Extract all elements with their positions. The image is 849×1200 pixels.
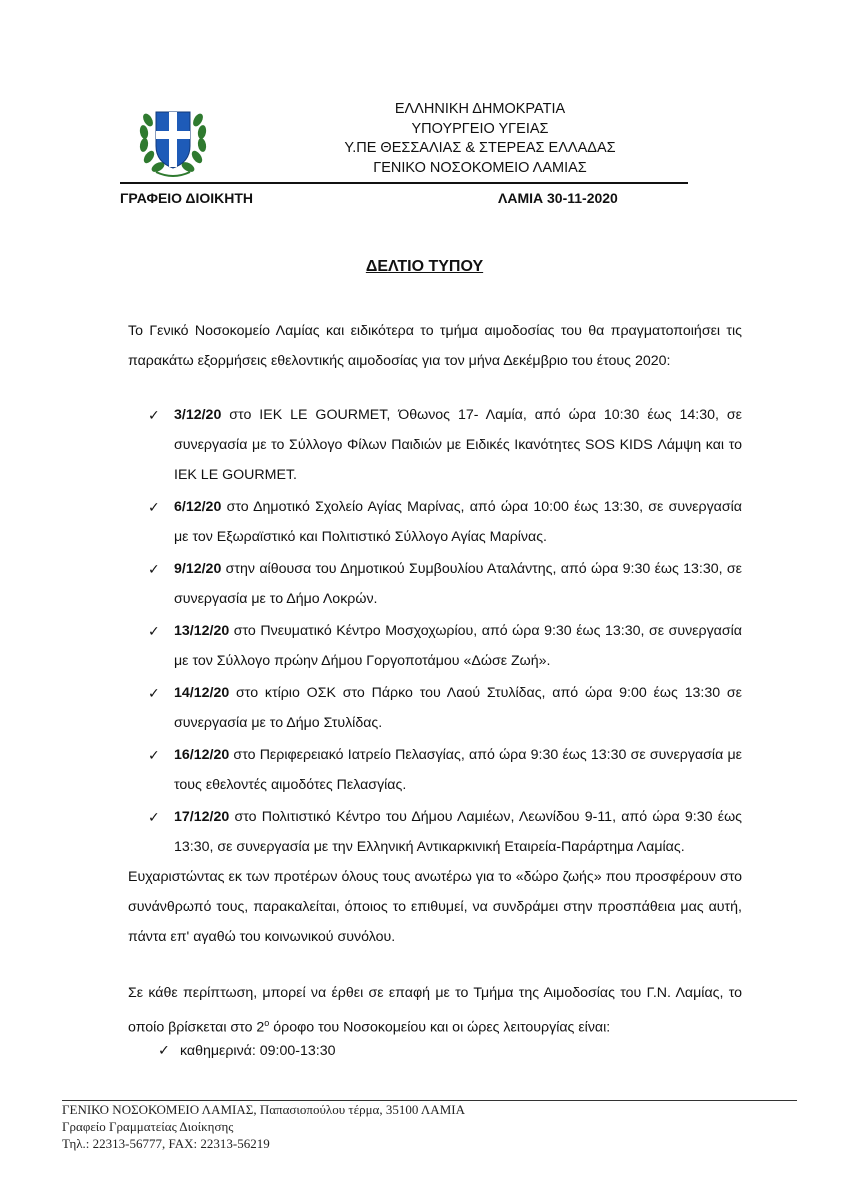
document-date: ΛΑΜΙΑ 30-11-2020: [498, 190, 618, 206]
checkmark-icon: ✓: [148, 623, 160, 639]
letterhead-line-republic: ΕΛΛΗΝΙΚΗ ΔΗΜΟΚΡΑΤΙΑ: [394, 101, 566, 117]
opening-hours: [158, 1036, 336, 1066]
contact-text-start: Σε κάθε περίπτωση, μπορεί να έρθει σε επαφή με το Τμήμα της Αιμοδοσίας του Γ.Ν. Λαμίας, το οποίο βρίσκεται στο 2: [128, 985, 742, 1036]
opening-hours-text: καθημερινά: 09:00-13:30: [179, 1043, 336, 1059]
list-item: [128, 616, 742, 676]
event-date: 17/12/20: [174, 809, 230, 825]
event-text: στην αίθουσα του Δημοτικού Συμβουλίου Αταλάντης, από ώρα 9:30 έως 13:30, σε συνεργασία με το Δήμο Λοκρών.: [174, 561, 742, 607]
contact-paragraph: [128, 978, 742, 1043]
thanks-paragraph: Ευχαριστώντας εκ των προτέρων όλους τους ανωτέρω για το «δώρο ζωής» που προσφέρουν στο συνάνθρωπό τους, παρακαλείται, όποιος το επιθυμεί, να συνδράμει στην προσπάθεια μας αυτή, πάντα επ' αγαθώ του κοινωνικού συνόλου.: [128, 869, 742, 945]
office-label: ΓΡΑΦΕΙΟ ΔΙΟΙΚΗΤΗ: [120, 190, 254, 206]
intro-paragraph: Το Γενικό Νοσοκομείο Λαμίας και ειδικότερα το τμήμα αιμοδοσίας του θα πραγματοποιήσει τις παρακάτω εξορμήσεις εθελοντικής αιμοδοσίας για τον μήνα Δεκέμβριο του έτους 2020:: [128, 323, 742, 369]
event-text: στο Πολιτιστικό Κέντρο του Δήμου Λαμιέων, Λεωνίδου 9-11, από ώρα 9:30 έως 13:30, σε συνεργασία με την Ελληνική Αντικαρκινική Εταιρεία-Παράρτημα Λαμίας.: [174, 809, 742, 855]
event-date: 14/12/20: [174, 685, 230, 701]
greek-emblem-icon: [136, 98, 210, 180]
checkmark-icon: ✓: [148, 561, 160, 577]
checkmark-icon: ✓: [148, 809, 160, 825]
events-list: [128, 400, 742, 864]
event-date: 16/12/20: [174, 747, 230, 763]
list-item: [128, 554, 742, 614]
footer-phone: Τηλ.: 22313-56777, FAX: 22313-56219: [62, 1136, 270, 1151]
event-text: στο κτίριο ΟΣΚ στο Πάρκο του Λαού Στυλίδας, από ώρα 9:00 έως 13:30 σε συνεργασία με το Δήμο Στυλίδας.: [174, 685, 742, 731]
letterhead: [330, 100, 630, 178]
event-text: στο Περιφερειακό Ιατρείο Πελασγίας, από ώρα 9:30 έως 13:30 σε συνεργασία με τους εθελοντές αιμοδότες Πελασγίας.: [174, 747, 742, 793]
checkmark-icon: ✓: [148, 499, 160, 515]
header-divider: [120, 182, 688, 184]
checkmark-icon: ✓: [158, 1043, 170, 1059]
event-date: 6/12/20: [174, 499, 222, 515]
page-title: ΔΕΛΤΙΟ ΤΥΠΟΥ: [365, 258, 484, 275]
event-date: 13/12/20: [174, 623, 230, 639]
letterhead-line-hospital: ΓΕΝΙΚΟ ΝΟΣΟΚΟΜΕΙΟ ΛΑΜΙΑΣ: [373, 159, 587, 176]
event-text: στο ΙΕΚ LE GOURMET, Όθωνος 17- Λαμία, από ώρα 10:30 έως 14:30, σε συνεργασία με το Σύλλογο Φίλων Παιδιών με Ειδικές Ικανότητες SOS KIDS Λάμψη και το ΙΕΚ LE GOURMET.: [174, 407, 742, 483]
footer-department: Γραφείο Γραμματείας Διοίκησης: [62, 1119, 234, 1134]
list-item: [128, 740, 742, 800]
footer: [62, 1101, 465, 1152]
checkmark-icon: ✓: [148, 685, 160, 701]
ordinal-superscript: ο: [264, 1018, 270, 1028]
footer-address: ΓΕΝΙΚΟ ΝΟΣΟΚΟΜΕΙΟ ΛΑΜΙΑΣ, Παπασιοπούλου τέρμα, 35100 ΛΑΜΙΑ: [62, 1102, 465, 1117]
letterhead-line-ministry: ΥΠΟΥΡΓΕΙΟ ΥΓΕΙΑΣ: [411, 120, 549, 137]
event-date: 9/12/20: [174, 561, 222, 577]
checkmark-icon: ✓: [148, 747, 160, 763]
event-text: στο Δημοτικό Σχολείο Αγίας Μαρίνας, από ώρα 10:00 έως 13:30, σε συνεργασία με τον Εξωραϊστικό και Πολιτιστικό Σύλλογο Αγίας Μαρίνας.: [174, 499, 742, 545]
list-item: [128, 492, 742, 552]
letterhead-line-region: Υ.ΠΕ ΘΕΣΣΑΛΙΑΣ & ΣΤΕΡΕΑΣ ΕΛΛΑΔΑΣ: [344, 140, 616, 156]
contact-text-end: όροφο του Νοσοκομείου και οι ώρες λειτουργίας είναι:: [269, 1019, 611, 1036]
event-text: στο Πνευματικό Κέντρο Μοσχοχωρίου, από ώρα 9:30 έως 13:30, σε συνεργασία με τον Σύλλογο πρώην Δήμου Γοργοποτάμου «Δώσε Ζωή».: [174, 623, 742, 669]
list-item: [128, 400, 742, 490]
event-date: 3/12/20: [174, 407, 222, 423]
list-item: [128, 678, 742, 738]
list-item: [128, 802, 742, 862]
checkmark-icon: ✓: [148, 407, 160, 423]
